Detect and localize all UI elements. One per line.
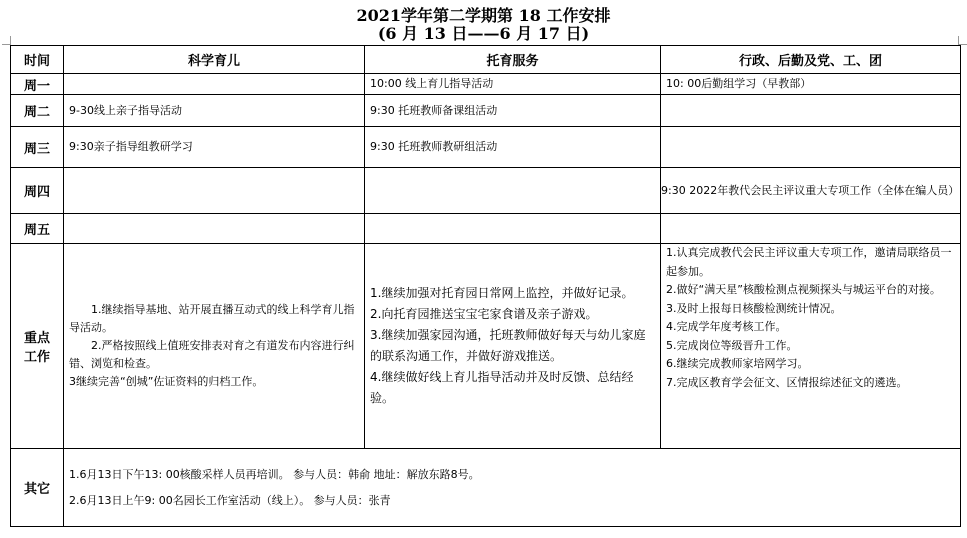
other-content xyxy=(64,449,961,527)
science-text: 9:30亲子指导组教研学习 xyxy=(69,140,193,153)
list-item: 4.继续做好线上育儿指导活动并及时反馈、总结经验。 xyxy=(370,370,634,405)
header-science-parenting: 科学育儿 xyxy=(64,46,365,74)
list-item: 5.完成岗位等级晋升工作。 xyxy=(666,338,798,352)
admin-cell xyxy=(661,127,961,168)
list-item: 1.继续指导基地、站开展直播互动式的线上科学育儿指导活动。 xyxy=(69,303,355,334)
table-row xyxy=(11,214,961,244)
science-cell xyxy=(64,127,365,168)
science-cell xyxy=(64,95,365,127)
key-work-row xyxy=(11,244,961,449)
nursery-text: 9:30 托班教师教研组活动 xyxy=(370,140,498,153)
table-row xyxy=(11,127,961,168)
nursery-cell xyxy=(365,74,661,95)
day-label: 周三 xyxy=(11,127,64,168)
science-cell xyxy=(64,168,365,214)
nursery-cell xyxy=(365,127,661,168)
page-corner-mark-right xyxy=(958,36,967,45)
list-item: 3继续完善“创城”佐证资料的归档工作。 xyxy=(69,375,264,388)
list-item: 2.严格按照线上值班安排表对育之有道发布内容进行纠错、浏览和检查。 xyxy=(69,339,355,370)
list-item: 4.完成学年度考核工作。 xyxy=(666,320,787,333)
key-work-science xyxy=(64,244,365,449)
other-label: 其它 xyxy=(11,449,64,527)
list-item: 1.继续加强对托育园日常网上监控，并做好记录。 xyxy=(370,286,634,300)
science-text: 9-30线上亲子指导活动 xyxy=(69,103,182,117)
admin-cell xyxy=(661,168,961,214)
admin-cell xyxy=(661,95,961,127)
list-item: 1.认真完成教代会民主评议重大专项工作，邀请局联络员一起参加。 xyxy=(666,246,952,278)
key-work-admin xyxy=(661,244,961,449)
key-work-label: 重点 工作 xyxy=(11,244,64,449)
list-item: 2.向托育园推送宝宝宅家食谱及亲子游戏。 xyxy=(370,307,598,321)
page-corner-mark-left xyxy=(2,36,11,45)
nursery-cell xyxy=(365,214,661,244)
day-label: 周四 xyxy=(11,168,64,214)
other-row xyxy=(11,449,961,527)
admin-text: 10: 00后勤组学习（早教部） xyxy=(666,77,812,90)
admin-cell xyxy=(661,74,961,95)
schedule-date-range: (6 月 13 日——6 月 17 日) xyxy=(377,24,590,43)
nursery-text: 10:00 线上育儿指导活动 xyxy=(370,77,494,90)
list-item: 6.继续完成教师家培网学习。 xyxy=(666,357,809,370)
key-work-nursery xyxy=(365,244,661,449)
list-item: 3.及时上报每日核酸检测统计情况。 xyxy=(666,301,842,315)
nursery-cell xyxy=(365,168,661,214)
header-admin-logistics: 行政、后勤及党、工、团 xyxy=(661,46,961,74)
admin-cell xyxy=(661,214,961,244)
list-item: 2.6月13日上午9: 00名园长工作室活动（线上）。 参与人员：张青 xyxy=(69,493,391,507)
nursery-text: 9:30 托班教师备课组活动 xyxy=(370,103,498,117)
nursery-cell xyxy=(365,95,661,127)
table-row xyxy=(11,95,961,127)
science-cell xyxy=(64,214,365,244)
day-label: 周五 xyxy=(11,214,64,244)
schedule-table xyxy=(10,45,961,527)
header-row xyxy=(11,46,961,74)
schedule-title: 2021学年第二学期第 18 工作安排 xyxy=(356,6,611,25)
header-time: 时间 xyxy=(11,46,64,74)
day-label: 周二 xyxy=(11,95,64,127)
admin-text: 9:30 2022年教代会民主评议重大专项工作（全体在编人员） xyxy=(661,183,960,197)
table-row xyxy=(11,168,961,214)
list-item: 1.6月13日下午13: 00核酸采样人员再培训。 参与人员：韩俞 地址：解放东路8号。 xyxy=(69,467,480,481)
table-row xyxy=(11,74,961,95)
list-item: 2.做好“满天星”核酸检测点视频探头与城运平台的对接。 xyxy=(666,283,941,296)
science-cell xyxy=(64,74,365,95)
header-nursery-service: 托育服务 xyxy=(365,46,661,74)
day-label: 周一 xyxy=(11,74,64,95)
list-item: 7.完成区教育学会征文、区情报综述征文的遴选。 xyxy=(666,375,908,389)
list-item: 3.继续加强家园沟通，托班教师做好每天与幼儿家庭的联系沟通工作，并做好游戏推送。 xyxy=(370,328,646,363)
